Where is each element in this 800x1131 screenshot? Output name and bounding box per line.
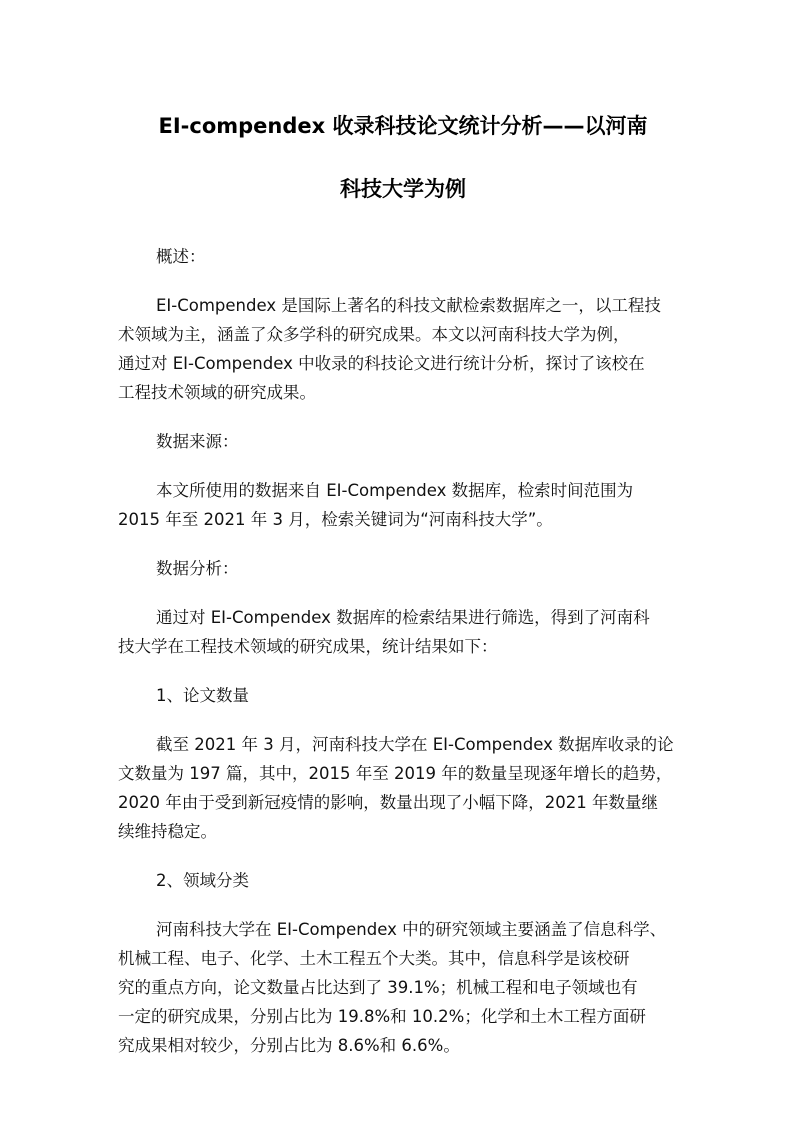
overview-line: 通过对 EI-Compendex 中收录的科技论文进行统计分析，探讨了该校在 bbox=[118, 354, 645, 373]
analysis-heading: 数据分析： bbox=[156, 559, 239, 578]
source-line: 2015 年至 2021 年 3 月，检索关键词为“河南科技大学”。 bbox=[118, 510, 553, 529]
section2-line: 究成果相对较少，分别占比为 8.6%和 6.6%。 bbox=[118, 1036, 460, 1055]
document-body bbox=[118, 242, 688, 1060]
overview-heading: 概述： bbox=[156, 247, 206, 266]
section2-heading: 2、领域分类 bbox=[156, 871, 249, 890]
section1-line: 文数量为 197 篇，其中，2015 年至 2019 年的数量呈现逐年增长的趋势， bbox=[118, 764, 673, 783]
analysis-paragraph bbox=[118, 603, 688, 661]
overview-line: EI-Compendex 是国际上著名的科技文献检索数据库之一，以工程技 bbox=[156, 296, 661, 315]
overview-line: 工程技术领域的研究成果。 bbox=[118, 383, 316, 402]
overview-paragraph bbox=[118, 291, 688, 407]
analysis-line: 通过对 EI-Compendex 数据库的检索结果进行筛选，得到了河南科 bbox=[156, 608, 650, 627]
section2-line: 机械工程、电子、化学、土木工程五个大类。其中，信息科学是该校研 bbox=[118, 949, 630, 968]
section1-paragraph bbox=[118, 730, 688, 846]
source-line: 本文所使用的数据来自 EI-Compendex 数据库，检索时间范围为 bbox=[156, 481, 634, 500]
section2-line: 究的重点方向，论文数量占比达到了 39.1%；机械工程和电子领域也有 bbox=[118, 978, 638, 997]
analysis-line: 技大学在工程技术领域的研究成果，统计结果如下： bbox=[118, 637, 498, 656]
section1-heading: 1、论文数量 bbox=[156, 686, 249, 705]
section1-line: 续维持稳定。 bbox=[118, 822, 217, 841]
source-heading: 数据来源： bbox=[156, 432, 239, 451]
section2-line: 一定的研究成果，分别占比为 19.8%和 10.2%；化学和土木工程方面研 bbox=[118, 1007, 646, 1026]
section1-line: 2020 年由于受到新冠疫情的影响，数量出现了小幅下降，2021 年数量继 bbox=[118, 793, 658, 812]
source-paragraph bbox=[118, 476, 688, 534]
title-line-1: EI-compendex 收录科技论文统计分析——以河南 bbox=[158, 114, 648, 138]
section1-line: 截至 2021 年 3 月，河南科技大学在 EI-Compendex 数据库收录的论 bbox=[156, 735, 674, 754]
title-line-2: 科技大学为例 bbox=[340, 177, 466, 201]
section2-paragraph bbox=[118, 915, 688, 1060]
overview-line: 术领域为主，涵盖了众多学科的研究成果。本文以河南科技大学为例， bbox=[118, 325, 630, 344]
document-title bbox=[118, 112, 688, 204]
section2-line: 河南科技大学在 EI-Compendex 中的研究领域主要涵盖了信息科学、 bbox=[156, 920, 667, 939]
